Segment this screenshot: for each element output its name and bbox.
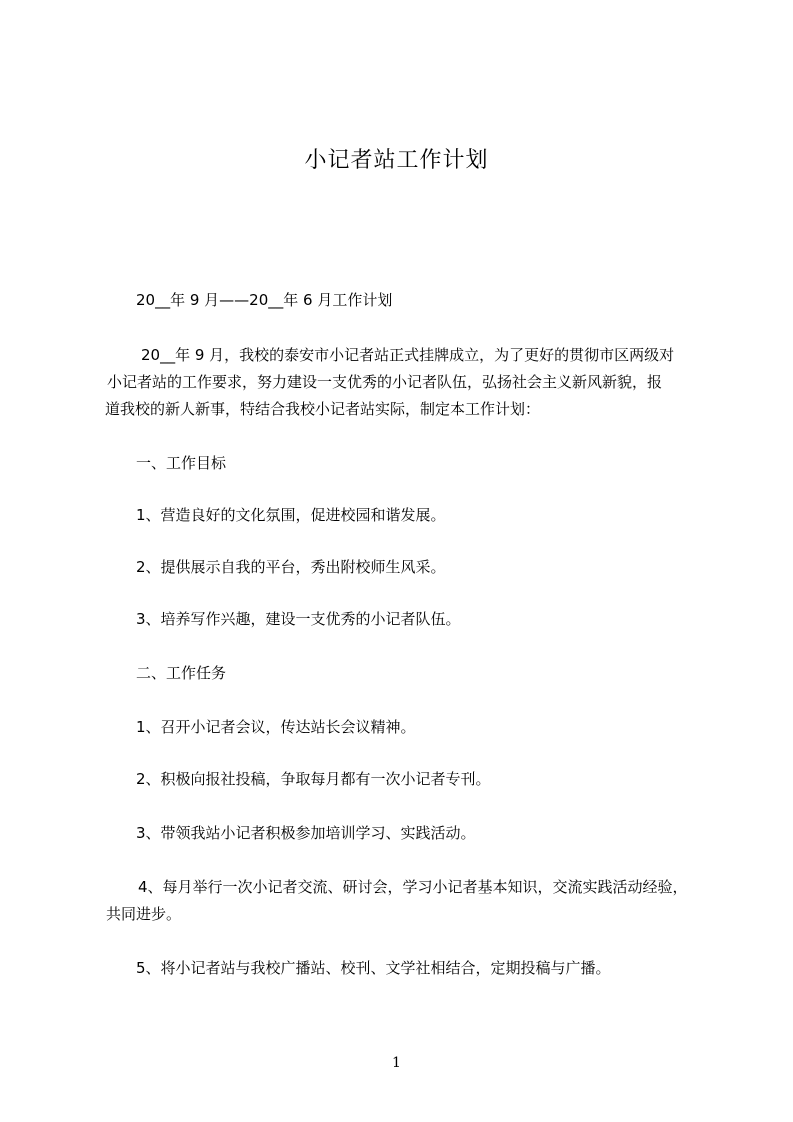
- goal-item-1: 1、营造良好的文化氛围，促进校园和谐发展。: [136, 506, 446, 524]
- section-heading-goals: 一、工作目标: [136, 454, 227, 472]
- task-item-4-line-2: 共同进步。: [106, 905, 182, 923]
- intro-paragraph-line-3: 道我校的新人新事，特结合我校小记者站实际，制定本工作计划：: [105, 400, 541, 418]
- task-item-2: 2、积极向报社投稿，争取每月都有一次小记者专刊。: [136, 770, 491, 788]
- task-item-5: 5、将小记者站与我校广播站、校刊、文学社相结合，定期投稿与广播。: [136, 959, 611, 977]
- task-item-4-line-1: 4、每月举行一次小记者交流、研讨会，学习小记者基本知识，交流实践活动经验，: [138, 878, 688, 896]
- page-number: 1: [392, 1055, 401, 1071]
- task-item-3: 3、带领我站小记者积极参加培训学习、实践活动。: [136, 824, 476, 842]
- intro-paragraph-line-1: 20__年 9 月，我校的泰安市小记者站正式挂牌成立，为了更好的贯彻市区两级对: [141, 346, 675, 364]
- intro-paragraph-line-2: 小记者站的工作要求，努力建设一支优秀的小记者队伍，弘扬社会主义新风新貌，报: [107, 373, 663, 391]
- goal-item-3: 3、培养写作兴趣，建设一支优秀的小记者队伍。: [136, 610, 461, 628]
- goal-item-2: 2、提供展示自我的平台，秀出附校师生风采。: [136, 558, 446, 576]
- plan-period: 20__年 9 月——20__年 6 月工作计划: [136, 291, 393, 309]
- document-title: 小记者站工作计划: [304, 148, 489, 173]
- task-item-1: 1、召开小记者会议，传达站长会议精神。: [136, 718, 416, 736]
- section-heading-tasks: 二、工作任务: [136, 664, 227, 682]
